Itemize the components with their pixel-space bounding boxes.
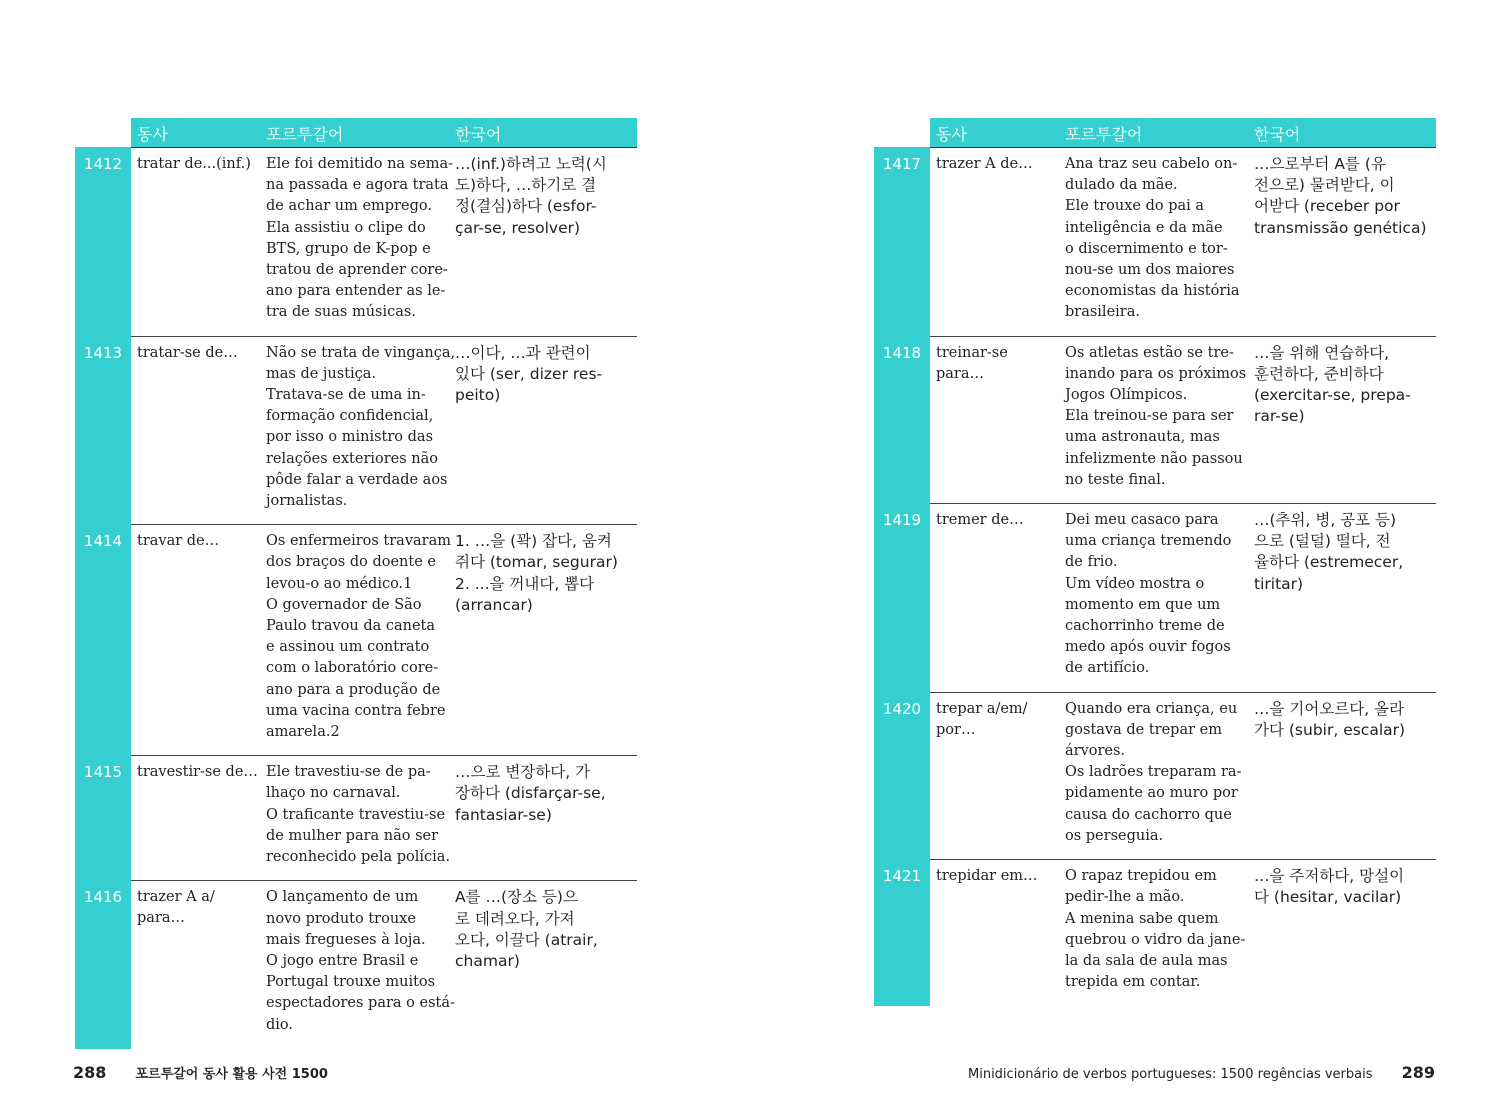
- example-line: Ele trouxe do pai a: [1065, 198, 1205, 215]
- entry-number: 1417: [874, 147, 930, 337]
- korean-line: A를 …(장소 등)으: [455, 888, 578, 907]
- example-line: O jogo entre Brasil e: [266, 952, 419, 969]
- example-line: uma vacina contra febre: [266, 702, 446, 719]
- entry-row: [874, 337, 1436, 504]
- example-line: dio.: [266, 1016, 294, 1033]
- korean-line: peito): [455, 386, 501, 405]
- header-korean: 한국어: [455, 125, 502, 144]
- example-line: de mulher para não ser: [266, 827, 439, 844]
- example-line: relações exteriores não: [266, 450, 439, 467]
- korean-line: 으로 (덜덜) 떨다, 전: [1254, 532, 1391, 551]
- example-cell: [266, 881, 455, 1047]
- example-line: novo produto trouxe: [266, 910, 416, 927]
- korean-line: (exercitar-se, prepa-: [1254, 386, 1411, 405]
- example-line: O lançamento de um: [266, 889, 419, 906]
- header-portuguese: 포르투갈어: [1065, 125, 1143, 144]
- korean-line: chamar): [455, 951, 520, 970]
- korean-cell: [455, 154, 637, 239]
- example-line: Tratava-se de uma in-: [266, 387, 426, 404]
- entry-number: 1415: [75, 755, 131, 881]
- example-line: economistas da história: [1065, 283, 1240, 300]
- korean-line: 훈련하다, 준비하다: [1254, 364, 1384, 383]
- korean-line: …을 주저하다, 망설이: [1254, 867, 1405, 886]
- korean-line: 1. …을 (꽉) 잡다, 움켜: [455, 532, 612, 551]
- header-band: [131, 118, 637, 147]
- example-line: árvores.: [1065, 743, 1126, 760]
- table-header: [75, 118, 637, 147]
- korean-cell: [1254, 154, 1436, 239]
- header-portuguese: 포르투갈어: [266, 125, 344, 144]
- example-line: reconhecido pela polícia.: [266, 849, 451, 866]
- example-line: amarela.2: [266, 724, 340, 741]
- example-line: levou-o ao médico.1: [266, 575, 413, 592]
- example-line: Dei meu casaco para: [1065, 512, 1219, 529]
- example-cell: [266, 148, 453, 336]
- korean-line: …(inf.)하려고 노력(시: [455, 155, 607, 173]
- example-line: O governador de São: [266, 596, 422, 613]
- entry-number: 1414: [75, 524, 131, 756]
- korean-cell: [1254, 343, 1436, 428]
- entry-row: [874, 693, 1436, 860]
- example-line: com o laboratório core-: [266, 660, 439, 677]
- example-line: inando para os próximos: [1065, 365, 1247, 382]
- header-band: [930, 118, 1436, 147]
- example-line: dos braços do doente e: [266, 554, 436, 571]
- example-line: Um vídeo mostra o: [1065, 575, 1205, 592]
- verb-cell: [137, 887, 261, 929]
- example-line: na passada e agora trata: [266, 177, 449, 194]
- korean-line: tiritar): [1254, 574, 1304, 593]
- korean-line: transmissão genética): [1254, 218, 1427, 237]
- korean-line: 다 (hesitar, vacilar): [1254, 888, 1402, 907]
- page-number: 289: [1401, 1063, 1435, 1082]
- verb-line: por…: [936, 721, 976, 738]
- verb-line: tremer de…: [936, 512, 1024, 529]
- verb-cell: [936, 699, 1060, 741]
- example-line: mas de justiça.: [266, 365, 377, 382]
- entry-number: 1420: [874, 692, 930, 860]
- example-line: tra de suas músicas.: [266, 304, 416, 321]
- example-line: Ana traz seu cabelo on-: [1065, 156, 1238, 172]
- example-line: Ele foi demitido na sema-: [266, 156, 453, 172]
- example-line: gostava de trepar em: [1065, 721, 1222, 738]
- entry-row: [75, 756, 637, 881]
- korean-line: …을 기어오르다, 올라: [1254, 699, 1405, 718]
- verb-line: trepidar em…: [936, 868, 1038, 885]
- example-line: jornalistas.: [266, 493, 348, 510]
- korean-line: 어받다 (receber por: [1254, 197, 1400, 216]
- left-page: [75, 118, 637, 1048]
- example-line: dulado da mãe.: [1065, 177, 1178, 194]
- example-line: medo após ouvir fogos: [1065, 639, 1231, 656]
- example-line: Ela assistiu o clipe do: [266, 219, 426, 236]
- entry-number: 1413: [75, 336, 131, 526]
- korean-line: 전으로) 물려받다, 이: [1254, 176, 1395, 195]
- book-title: Minidicionário de verbos portugueses: 1500 regências verbais: [968, 1067, 1373, 1082]
- example-line: Os ladrões treparam ra-: [1065, 764, 1242, 781]
- example-line: ano para entender as le-: [266, 283, 446, 300]
- verb-line: para…: [936, 365, 985, 382]
- entry-row: [75, 881, 637, 1047]
- example-line: uma criança tremendo: [1065, 533, 1232, 550]
- korean-line: 정(결심)하다 (esfor-: [455, 197, 597, 216]
- page-number: 288: [73, 1063, 107, 1082]
- example-line: o discernimento e tor-: [1065, 240, 1228, 257]
- verb-line: tratar-se de…: [137, 344, 238, 361]
- verb-cell: [936, 343, 1060, 385]
- verb-cell: [137, 762, 261, 783]
- example-line: lhaço no carnaval.: [266, 785, 401, 802]
- example-line: ano para a produção de: [266, 681, 441, 698]
- example-line: pidamente ao muro por: [1065, 785, 1238, 802]
- example-line: e assinou um contrato: [266, 639, 430, 656]
- header-verb: 동사: [137, 125, 168, 144]
- korean-line: …(추위, 병, 공포 등): [1254, 511, 1397, 530]
- korean-line: 로 데려오다, 가져: [455, 909, 575, 928]
- table-header: [874, 118, 1436, 147]
- korean-line: rar-se): [1254, 407, 1305, 426]
- example-cell: [1065, 693, 1247, 859]
- example-line: nou-se um dos maiores: [1065, 262, 1235, 279]
- example-line: formação confidencial,: [266, 408, 434, 425]
- korean-line: 쥐다 (tomar, segurar): [455, 553, 618, 572]
- footer-right: [968, 1063, 1435, 1082]
- entry-row: [874, 504, 1436, 693]
- example-line: brasileira.: [1065, 304, 1140, 321]
- example-line: Portugal trouxe muitos: [266, 974, 436, 991]
- example-line: pôde falar a verdade aos: [266, 471, 448, 488]
- example-line: no teste final.: [1065, 471, 1166, 488]
- right-page: [874, 118, 1436, 1005]
- entry-row: [874, 860, 1436, 1005]
- entry-number: 1421: [874, 859, 930, 1006]
- example-line: de artifício.: [1065, 660, 1150, 677]
- example-line: trepida em contar.: [1065, 974, 1201, 991]
- header-verb: 동사: [936, 125, 967, 144]
- example-line: uma astronauta, mas: [1065, 429, 1220, 446]
- example-line: O rapaz trepidou em: [1065, 868, 1217, 885]
- korean-line: 2. ...을 꺼내다, 뽑다: [455, 574, 595, 593]
- example-line: cachorrinho treme de: [1065, 618, 1225, 635]
- korean-cell: [455, 762, 637, 826]
- korean-line: …을 위해 연습하다,: [1254, 343, 1390, 362]
- example-cell: [266, 525, 451, 755]
- example-line: Jogos Olímpicos.: [1065, 387, 1188, 404]
- example-cell: [1065, 504, 1247, 692]
- korean-cell: [1254, 510, 1436, 595]
- verb-cell: [936, 510, 1060, 531]
- example-line: Quando era criança, eu: [1065, 700, 1238, 717]
- example-line: pedir-lhe a mão.: [1065, 889, 1185, 906]
- korean-line: 오다, 이끌다 (atrair,: [455, 930, 598, 949]
- entry-row: [75, 337, 637, 526]
- verb-cell: [137, 343, 261, 364]
- verb-line: trepar a/em/: [936, 700, 1028, 717]
- korean-line: …으로부터 A를 (유: [1254, 155, 1386, 173]
- example-cell: [266, 337, 456, 525]
- example-line: O traficante travestiu-se: [266, 806, 446, 823]
- example-line: causa do cachorro que: [1065, 806, 1232, 823]
- verb-cell: [936, 154, 1060, 175]
- verb-line: travar de…: [137, 533, 220, 550]
- example-line: espectadores para o está-: [266, 995, 455, 1012]
- korean-cell: [455, 531, 637, 616]
- example-line: momento em que um: [1065, 596, 1221, 613]
- verb-cell: [936, 866, 1060, 887]
- example-cell: [266, 756, 451, 880]
- entries-list: [874, 147, 1436, 1005]
- entry-number: 1418: [874, 336, 930, 504]
- korean-line: (arrancar): [455, 595, 533, 614]
- korean-line: …이다, …과 관련이: [455, 343, 591, 362]
- example-line: inteligência e da mãe: [1065, 219, 1223, 236]
- entry-number: 1412: [75, 147, 131, 337]
- example-line: os perseguia.: [1065, 827, 1164, 844]
- korean-line: …으로 변장하다, 가: [455, 763, 591, 782]
- korean-line: 있다 (ser, dizer res-: [455, 364, 603, 383]
- example-line: quebrou o vidro da jane-: [1065, 931, 1246, 948]
- example-cell: [1065, 860, 1247, 1005]
- korean-cell: [455, 343, 637, 407]
- example-line: Os enfermeiros travaram: [266, 533, 451, 550]
- example-line: Ela treinou-se para ser: [1065, 408, 1234, 425]
- korean-line: fantasiar-se): [455, 805, 552, 824]
- example-line: BTS, grupo de K-pop e: [266, 240, 431, 257]
- verb-line: treinar-se: [936, 344, 1008, 361]
- entry-number: 1419: [874, 503, 930, 693]
- example-line: A menina sabe quem: [1065, 910, 1219, 927]
- entry-row: [75, 148, 637, 337]
- verb-line: trazer A a/: [137, 889, 215, 906]
- korean-line: çar-se, resolver): [455, 218, 581, 237]
- korean-cell: [455, 887, 637, 972]
- example-line: por isso o ministro das: [266, 429, 434, 446]
- korean-line: 율하다 (estremecer,: [1254, 553, 1404, 572]
- korean-line: 장하다 (disfarçar-se,: [455, 784, 606, 803]
- entry-row: [874, 148, 1436, 337]
- verb-line: trazer A de…: [936, 156, 1033, 172]
- header-korean: 한국어: [1254, 125, 1301, 144]
- example-line: Os atletas estão se tre-: [1065, 344, 1234, 361]
- example-cell: [1065, 148, 1247, 336]
- verb-line: tratar de...(inf.): [137, 156, 251, 172]
- verb-cell: [137, 531, 261, 552]
- example-line: tratou de aprender core-: [266, 262, 448, 279]
- korean-cell: [1254, 699, 1436, 741]
- example-cell: [1065, 337, 1247, 503]
- example-line: Paulo travou da caneta: [266, 618, 436, 635]
- example-line: infelizmente não passou: [1065, 450, 1243, 467]
- korean-line: 가다 (subir, escalar): [1254, 720, 1406, 739]
- example-line: de achar um emprego.: [266, 198, 432, 215]
- book-title: 포르투갈어 동사 활용 사전 1500: [135, 1067, 328, 1082]
- example-line: Não se trata de vingança,: [266, 344, 456, 361]
- footer-left: [73, 1063, 328, 1082]
- entry-number: 1416: [75, 880, 131, 1048]
- example-line: mais fregueses à loja.: [266, 931, 426, 948]
- verb-cell: [137, 154, 261, 175]
- example-line: de frio.: [1065, 554, 1118, 571]
- korean-cell: [1254, 866, 1436, 908]
- entries-list: [75, 147, 637, 1048]
- verb-line: travestir-se de…: [137, 764, 258, 781]
- korean-line: 도)하다, …하기로 결: [455, 176, 597, 195]
- verb-line: para…: [137, 910, 186, 927]
- example-line: la da sala de aula mas: [1065, 952, 1228, 969]
- example-line: Ele travestiu-se de pa-: [266, 764, 431, 781]
- entry-row: [75, 525, 637, 756]
